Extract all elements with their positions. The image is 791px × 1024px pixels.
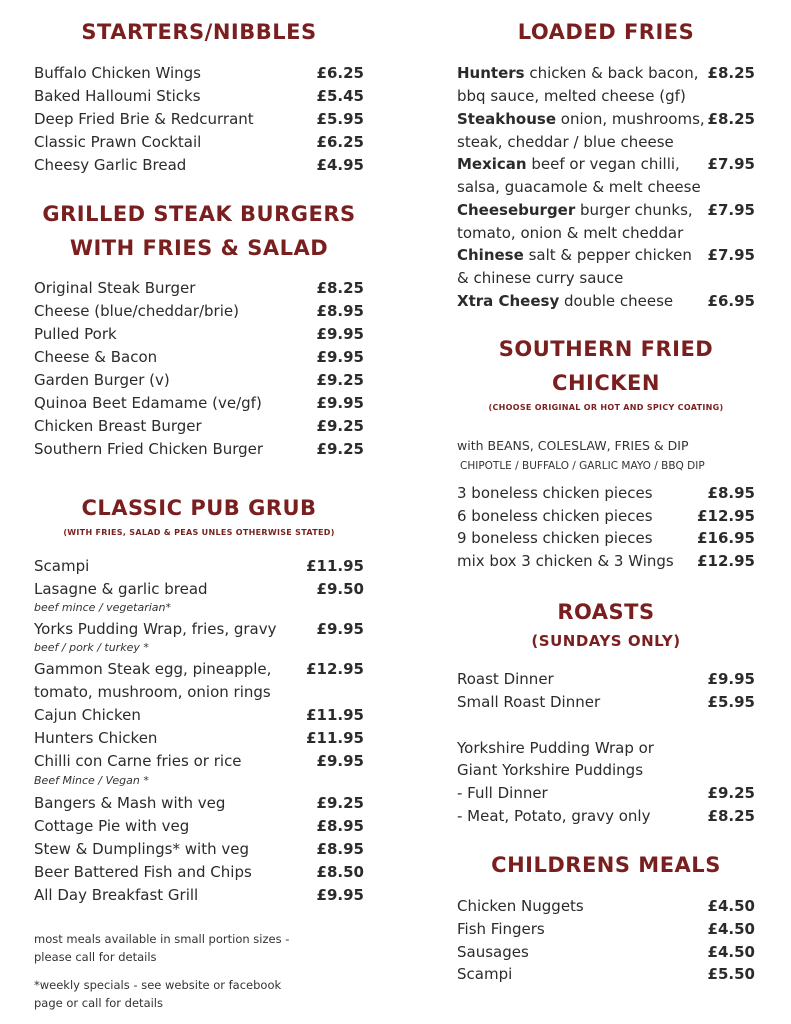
menu-item: Chicken Breast Burger £9.25	[34, 417, 364, 435]
menu-item: Sausages £4.50	[457, 943, 755, 961]
menu-item: Roast Dinner £9.95	[457, 670, 755, 688]
menu-item: Hunters chicken & back bacon, £8.25	[457, 64, 755, 82]
menu-item: mix box 3 chicken & 3 Wings £12.95	[457, 552, 755, 570]
menu-item: Baked Halloumi Sticks £5.45	[34, 87, 364, 105]
left-column	[34, 0, 364, 1024]
menu-item: Fish Fingers £4.50	[457, 920, 755, 938]
sfc-heading-line1: SOUTHERN FRIED	[498, 337, 714, 361]
menu-item: Gammon Steak egg, pineapple, £12.95	[34, 660, 364, 678]
menu-item: Cheese & Bacon £9.95	[34, 348, 364, 366]
menu-item: Small Roast Dinner £5.95	[457, 693, 755, 711]
childrens-heading: CHILDRENS MEALS	[491, 853, 721, 877]
item-line2: & chinese curry sauce	[457, 269, 624, 287]
item-note: beef mince / vegetarian*	[34, 601, 172, 614]
item-note: Beef Mince / Vegan *	[34, 774, 149, 787]
menu-item: Cottage Pie with veg £8.95	[34, 817, 364, 835]
menu-item: Xtra Cheesy double cheese £6.95	[457, 292, 755, 310]
item-line2: salsa, guacamole & melt cheese	[457, 178, 701, 196]
pubgrub-subtitle: (WITH FRIES, SALAD & PEAS UNLES OTHERWISE STATED)	[63, 528, 335, 537]
menu-item: Cheese (blue/cheddar/brie) £8.95	[34, 302, 364, 320]
menu-item: 6 boneless chicken pieces £12.95	[457, 507, 755, 525]
menu-item: 3 boneless chicken pieces £8.95	[457, 484, 755, 502]
menu-item: All Day Breakfast Grill £9.95	[34, 886, 364, 904]
footnote-line: please call for details	[34, 950, 157, 964]
menu-item: Buffalo Chicken Wings £6.25	[34, 64, 364, 82]
menu-item: Mexican beef or vegan chilli, £7.95	[457, 155, 755, 173]
sfc-subtitle: (CHOOSE ORIGINAL OR HOT AND SPICY COATING)	[488, 403, 724, 412]
menu-item: Lasagne & garlic bread £9.50	[34, 580, 364, 598]
sfc-dips-line: CHIPOTLE / BUFFALO / GARLIC MAYO / BBQ DIP	[460, 460, 705, 472]
menu-item: Cheeseburger burger chunks, £7.95	[457, 201, 755, 219]
menu-item: Beer Battered Fish and Chips £8.50	[34, 863, 364, 881]
menu-item: Stew & Dumplings* with veg £8.95	[34, 840, 364, 858]
menu-item: Scampi £5.50	[457, 965, 755, 983]
menu-item: Bangers & Mash with veg £9.25	[34, 794, 364, 812]
menu-item: Deep Fried Brie & Redcurrant £5.95	[34, 110, 364, 128]
menu-item: Southern Fried Chicken Burger £9.25	[34, 440, 364, 458]
menu-item: Cheesy Garlic Bread £4.95	[34, 156, 364, 174]
menu-item: - Full Dinner £9.25	[457, 784, 755, 802]
menu-item: Garden Burger (v) £9.25	[34, 371, 364, 389]
menu-item: 9 boneless chicken pieces £16.95	[457, 529, 755, 547]
burgers-heading-line2: WITH FRIES & SALAD	[69, 236, 329, 260]
item-note: beef / pork / turkey *	[34, 641, 149, 654]
menu-item: Cajun Chicken £11.95	[34, 706, 364, 724]
starters-heading: STARTERS/NIBBLES	[81, 20, 317, 44]
menu-item: Scampi £11.95	[34, 557, 364, 575]
menu-item: Chilli con Carne fries or rice £9.95	[34, 752, 364, 770]
sfc-with-line: with BEANS, COLESLAW, FRIES & DIP	[457, 438, 689, 453]
item-line2: tomato, mushroom, onion rings	[34, 683, 271, 701]
footnote-line: page or call for details	[34, 996, 163, 1010]
footnote-line: *weekly specials - see website or facebook	[34, 978, 282, 992]
roasts-heading: ROASTS	[557, 600, 655, 624]
item-line2: steak, cheddar / blue cheese	[457, 133, 674, 151]
item-line2: bbq sauce, melted cheese (gf)	[457, 87, 686, 105]
burgers-heading-line1: GRILLED STEAK BURGERS	[42, 202, 356, 226]
sfc-heading-line2: CHICKEN	[552, 371, 660, 395]
menu-item: Yorks Pudding Wrap, fries, gravy £9.95	[34, 620, 364, 638]
menu-item: Chinese salt & pepper chicken £7.95	[457, 246, 755, 264]
footnote-line: most meals available in small portion sizes -	[34, 932, 290, 946]
menu-item: Quinoa Beet Edamame (ve/gf) £9.95	[34, 394, 364, 412]
menu-item: Pulled Pork £9.95	[34, 325, 364, 343]
yorks-line1: Yorkshire Pudding Wrap or	[457, 739, 654, 757]
right-column	[457, 0, 755, 1024]
loaded-fries-heading: LOADED FRIES	[517, 20, 695, 44]
menu-item: Hunters Chicken £11.95	[34, 729, 364, 747]
menu-item: Original Steak Burger £8.25	[34, 279, 364, 297]
menu-item: Steakhouse onion, mushrooms, £8.25	[457, 110, 755, 128]
yorks-line2: Giant Yorkshire Puddings	[457, 761, 644, 779]
menu-item: - Meat, Potato, gravy only £8.25	[457, 807, 755, 825]
item-line2: tomato, onion & melt cheddar	[457, 224, 684, 242]
menu-item: Classic Prawn Cocktail £6.25	[34, 133, 364, 151]
roasts-subtitle: (SUNDAYS ONLY)	[531, 632, 681, 650]
menu-item: Chicken Nuggets £4.50	[457, 897, 755, 915]
pubgrub-heading: CLASSIC PUB GRUB	[81, 496, 317, 520]
